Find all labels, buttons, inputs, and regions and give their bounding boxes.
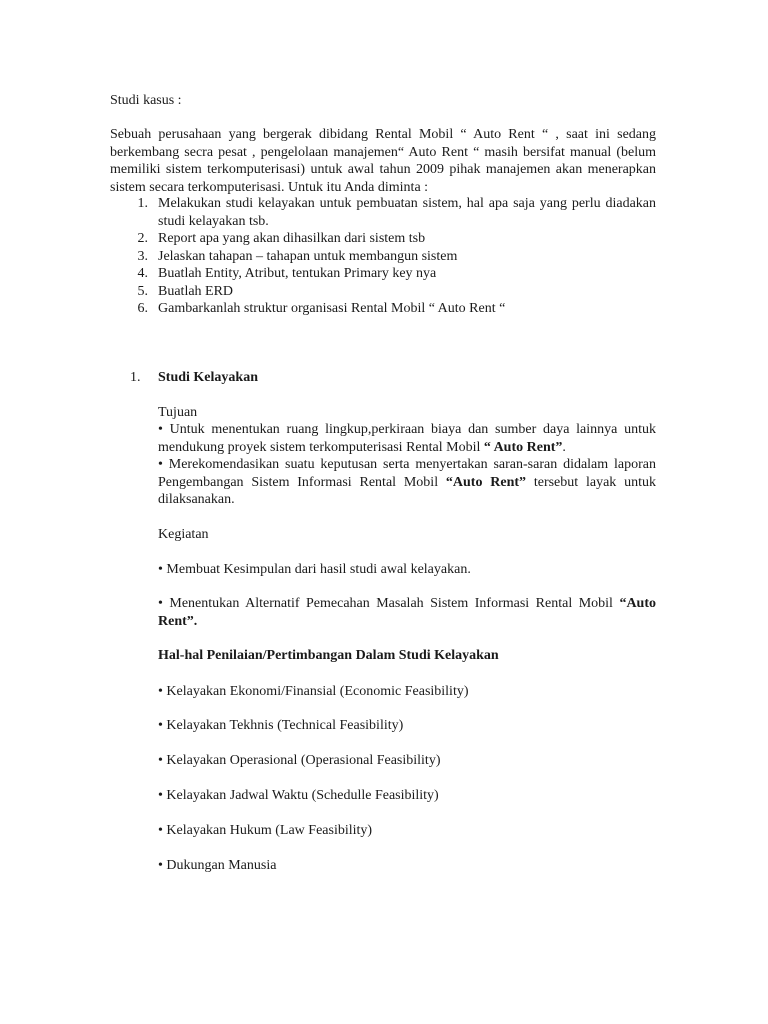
tujuan-1-text: • Untuk menentukan ruang lingkup,perkiraan biaya dan sumber daya lainnya untuk mendukung proyek sistem terkomputerisasi Rental Mobil: [158, 422, 656, 455]
task-number: 4.: [137, 266, 148, 281]
task-item: [110, 230, 656, 248]
task-text: Buatlah Entity, Atribut, tentukan Primary key nya: [158, 266, 437, 281]
task-item: [110, 300, 656, 318]
kegiatan-2-brand: “Auto Rent”.: [158, 596, 656, 629]
kegiatan-2-text: • Menentukan Alternatif Pemecahan Masalah Sistem Informasi Rental Mobil: [158, 596, 620, 611]
hal-title: [158, 647, 656, 665]
heading-studi-kasus: Studi kasus :: [110, 93, 182, 108]
hal-item: • Kelayakan Tekhnis (Technical Feasibility): [158, 718, 404, 733]
tujuan-paragraph-1: [158, 421, 656, 456]
task-number: 2.: [137, 231, 148, 246]
task-text: Melakukan studi kelayakan untuk pembuatan sistem, hal apa saja yang perlu diadakan studi kelayakan tsb.: [158, 196, 656, 229]
hal-item: • Dukungan Manusia: [158, 858, 277, 873]
task-item: [110, 283, 656, 301]
hal-item: • Kelayakan Jadwal Waktu (Schedulle Feasibility): [158, 788, 439, 803]
tujuan-1-end: .: [562, 439, 566, 455]
section-title-text: Studi Kelayakan: [158, 370, 258, 385]
hal-item: • Kelayakan Ekonomi/Finansial (Economic Feasibility): [158, 684, 469, 699]
tujuan-2-text: • Merekomendasikan suatu keputusan serta menyertakan saran-saran didalam laporan Pengembangan Sistem Informasi Rental Mobil: [158, 457, 656, 490]
kegiatan-label: Kegiatan: [158, 527, 209, 542]
tujuan-1-brand: “ Auto Rent”: [483, 439, 563, 455]
tujuan-paragraph-2: [158, 456, 656, 509]
section-number: 1.: [130, 370, 141, 385]
intro-paragraph: Sebuah perusahaan yang bergerak dibidang Rental Mobil “ Auto Rent “ , saat ini sedang berkembang secra pesat , pengelolaan manajemen“ Auto Rent “ masih bersifat manual (belum memiliki sistem terkomputerisasi) untuk awal tahun 2009 pihak manajemen akan menerapkan sistem secara terkomputerisasi. Untuk itu Anda diminta :: [110, 127, 656, 195]
tujuan-2-brand: “Auto Rent”: [445, 474, 527, 490]
task-number: 5.: [137, 283, 148, 299]
task-item: [110, 265, 656, 283]
tujuan-label: Tujuan: [158, 405, 198, 420]
kegiatan-item-1: • Membuat Kesimpulan dari hasil studi awal kelayakan.: [158, 562, 471, 577]
task-number: 1.: [137, 196, 148, 211]
task-text: Gambarkanlah struktur organisasi Rental Mobil “ Auto Rent “: [158, 301, 506, 316]
task-text: Jelaskan tahapan – tahapan untuk membangun sistem: [158, 248, 458, 264]
hal-title-text: Hal-hal Penilaian/Pertimbangan Dalam Studi Kelayakan: [158, 648, 499, 663]
task-item: [110, 248, 656, 266]
task-number: 3.: [137, 248, 148, 264]
task-number: 6.: [137, 301, 148, 316]
hal-item: • Kelayakan Hukum (Law Feasibility): [158, 823, 373, 838]
task-text: Report apa yang akan dihasilkan dari sistem tsb: [158, 231, 426, 246]
hal-item: • Kelayakan Operasional (Operasional Feasibility): [158, 753, 441, 768]
section-title: [158, 369, 656, 387]
task-item: [110, 195, 656, 230]
task-text: Buatlah ERD: [158, 283, 234, 299]
task-list: [110, 195, 656, 318]
kegiatan-item-2: [158, 595, 656, 630]
tujuan-2-end: tersebut layak untuk dilaksanakan.: [158, 474, 656, 507]
